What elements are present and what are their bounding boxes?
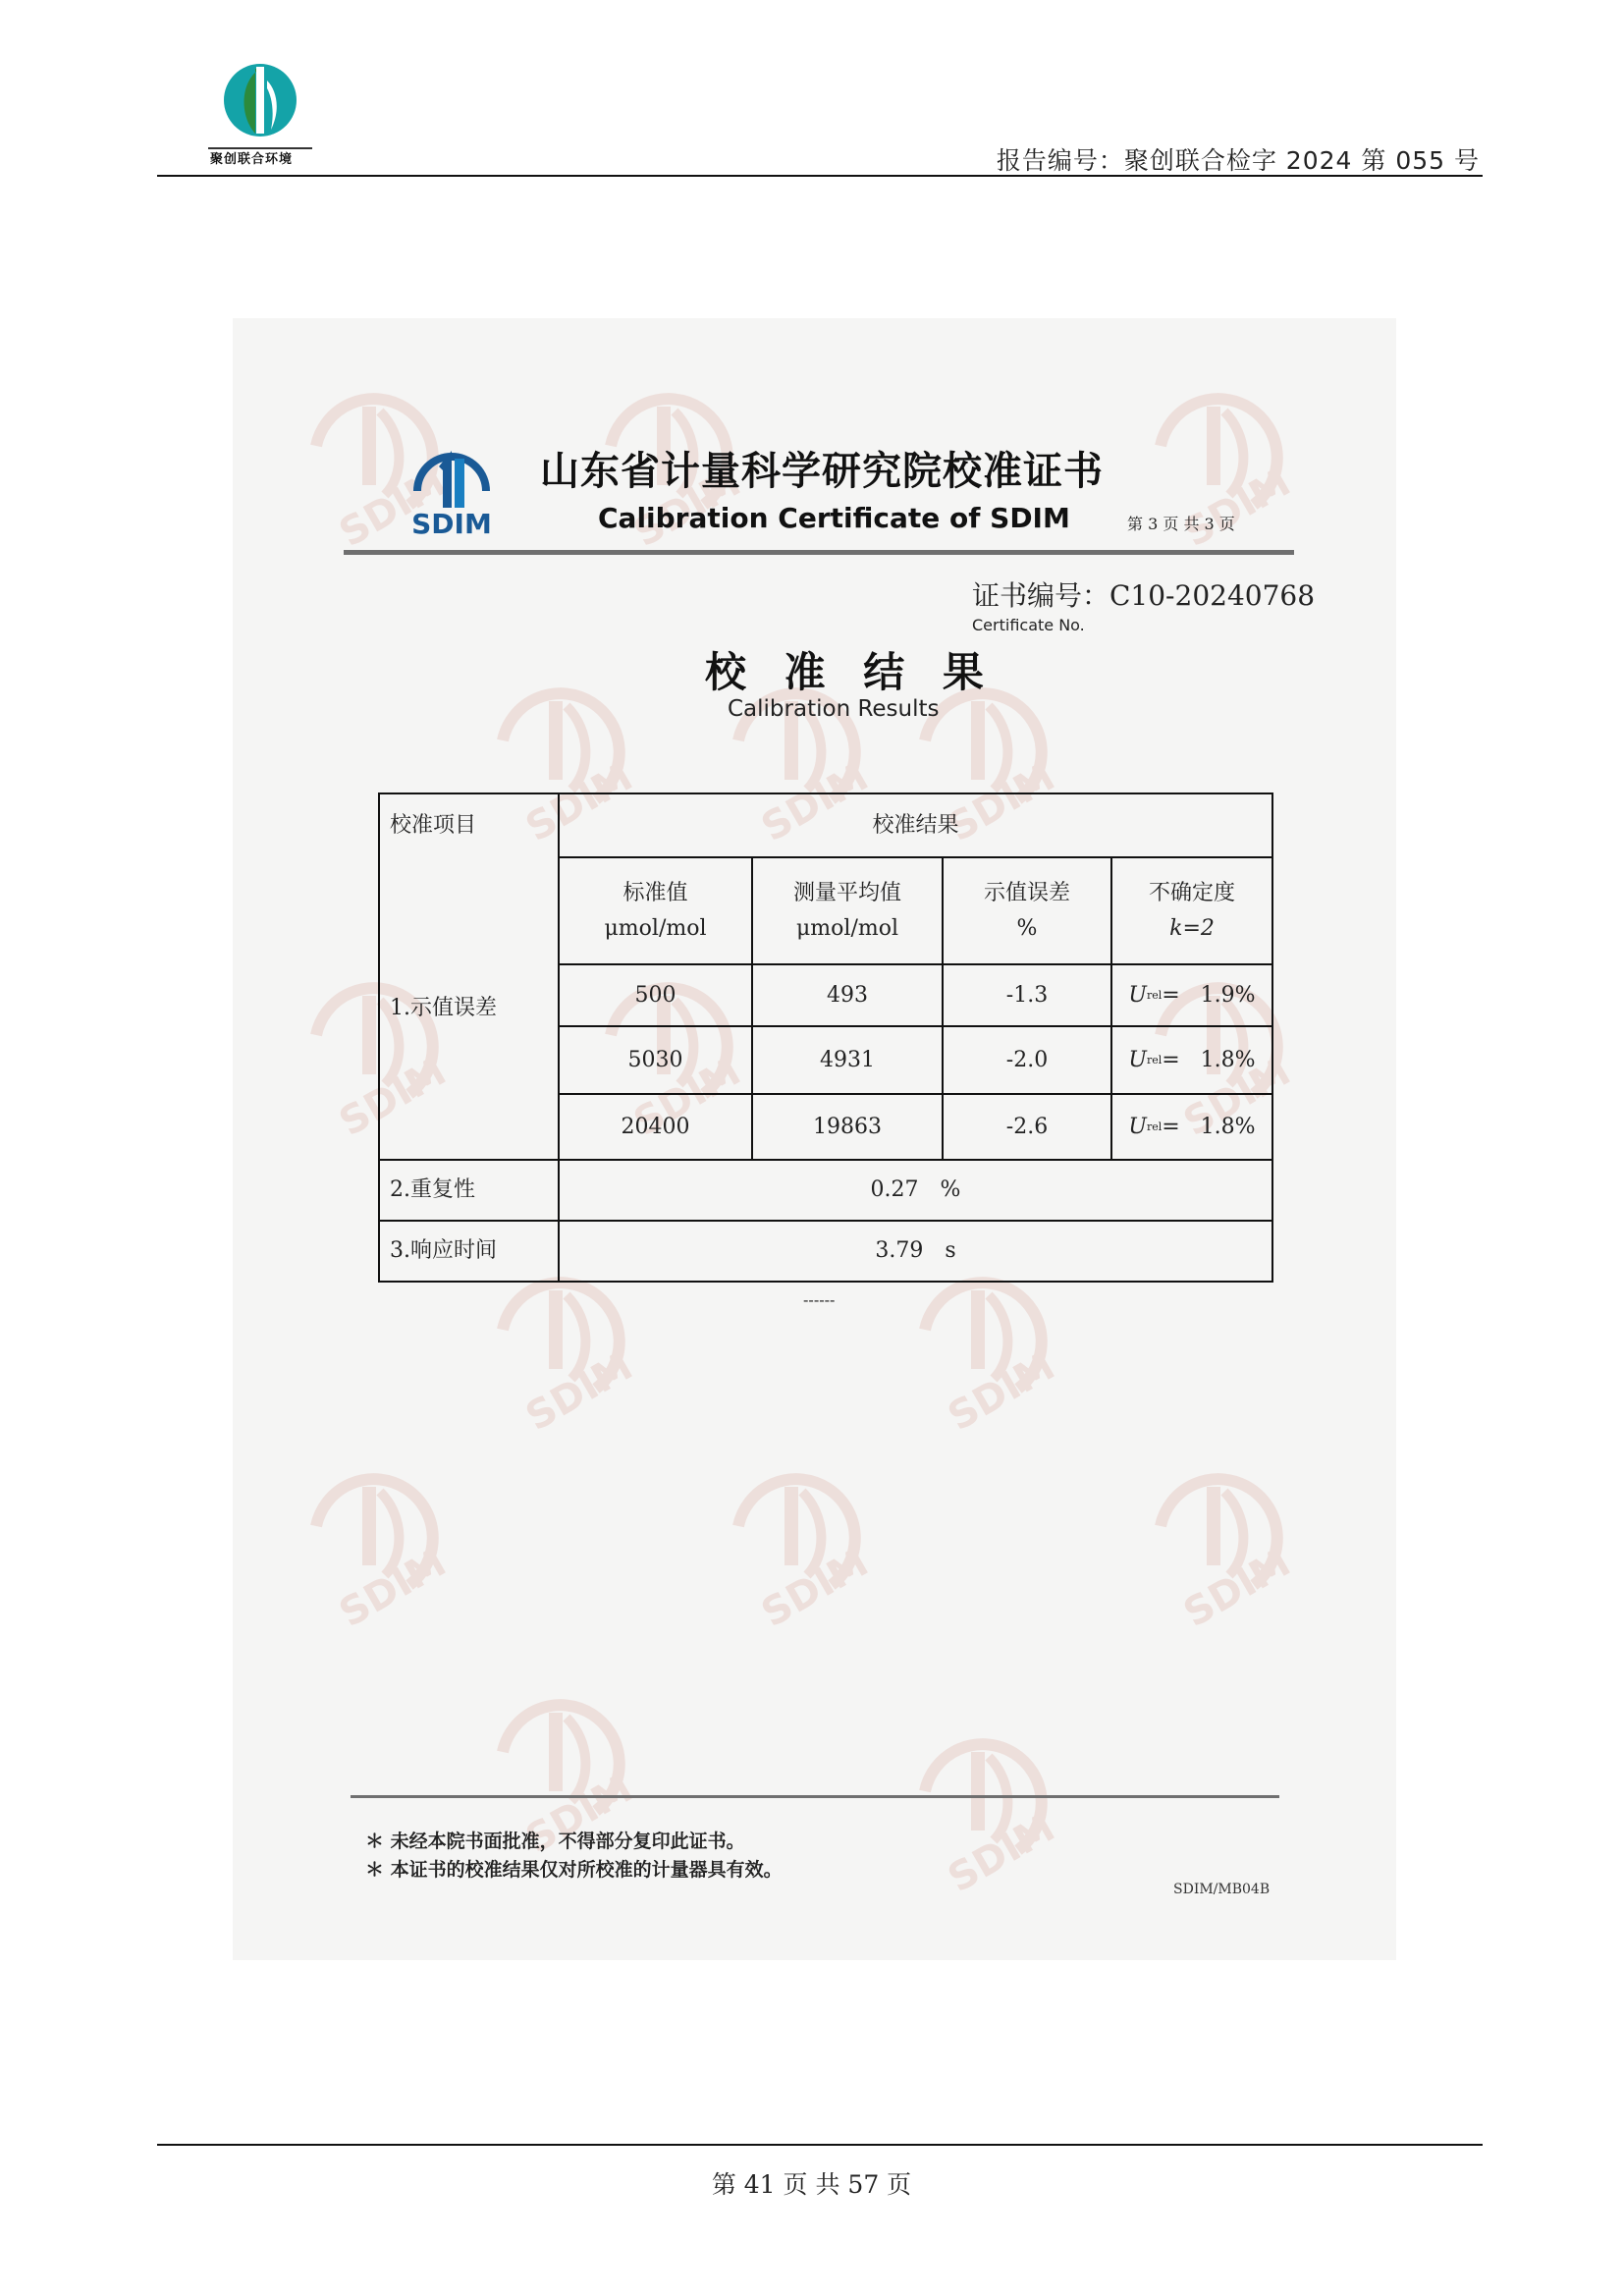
subheader-unit: %	[1016, 915, 1038, 941]
subheader-unit: μmol/mol	[796, 915, 898, 941]
sdim-logo-text: SDIM	[411, 508, 492, 540]
uncertainty-symbol: U	[1128, 1114, 1147, 1139]
note-item: ＊ 未经本院书面批准，不得部分复印此证书。	[365, 1831, 745, 1852]
subheader-label: 标准值	[622, 881, 688, 906]
certificate-number: 证书编号：C10-20240768	[972, 579, 1316, 612]
table-cell-error: -1.3	[1005, 982, 1049, 1008]
company-logo-text: 聚创联合环境	[210, 152, 294, 167]
certificate-title-rule	[344, 550, 1294, 555]
uncertainty-equals: =	[1162, 1114, 1180, 1139]
table-cell-mean: 4931	[820, 1047, 875, 1072]
subheader-standard-value	[560, 858, 751, 963]
certificate-title-cn: 山东省计量科学研究院校准证书	[540, 448, 1104, 494]
table-cell-standard: 20400	[621, 1114, 690, 1139]
header-calibration-result: 校准结果	[872, 812, 959, 838]
form-code: SDIM/MB04B	[1173, 1882, 1271, 1897]
certificate-page-of: 第 3 页 共 3 页	[1127, 515, 1235, 533]
subheader-indication-error	[944, 858, 1110, 963]
company-logo	[206, 61, 314, 174]
table-cell-uncertainty	[1112, 1027, 1271, 1093]
table-cell-standard: 5030	[627, 1047, 683, 1072]
repeatability-value: 0.27 %	[870, 1177, 961, 1203]
uncertainty-symbol: U	[1128, 982, 1147, 1008]
header-calibration-item: 校准项目	[390, 812, 477, 838]
subheader-measured-mean	[753, 858, 942, 963]
certificate-number-label-en: Certificate No.	[972, 616, 1085, 634]
sdim-logo	[407, 437, 496, 540]
table-cell-mean: 19863	[813, 1114, 882, 1139]
subheader-label: 不确定度	[1148, 881, 1235, 906]
notes-rule	[351, 1795, 1279, 1798]
table-cell-uncertainty	[1112, 965, 1271, 1025]
subheader-coverage: k=2	[1169, 915, 1215, 941]
subheader-unit: μmol/mol	[604, 915, 707, 941]
uncertainty-subscript: rel	[1146, 1120, 1163, 1133]
uncertainty-equals: =	[1162, 1047, 1180, 1072]
footer-rule	[157, 2144, 1483, 2146]
table-cell-uncertainty	[1112, 1095, 1271, 1159]
certificate-title-en: Calibration Certificate of SDIM	[598, 502, 1070, 534]
subheader-label: 示值误差	[983, 881, 1070, 906]
table-cell-error: -2.6	[1005, 1114, 1049, 1139]
subheader-uncertainty	[1112, 858, 1271, 963]
uncertainty-subscript: rel	[1146, 988, 1163, 1002]
subheader-label: 测量平均值	[792, 881, 901, 906]
uncertainty-value: 1.9%	[1200, 982, 1256, 1008]
uncertainty-value: 1.8%	[1200, 1047, 1256, 1072]
item-response-time: 3.响应时间	[390, 1238, 497, 1264]
end-mark: ------	[803, 1290, 836, 1309]
table-cell-standard: 500	[634, 982, 676, 1008]
table-cell-mean: 493	[827, 982, 868, 1008]
report-number: 报告编号：聚创联合检字 2024 第 055 号	[996, 146, 1480, 175]
item-repeatability: 2.重复性	[390, 1177, 475, 1203]
response-time-value: 3.79 s	[875, 1238, 956, 1264]
uncertainty-symbol: U	[1128, 1047, 1147, 1072]
results-title-cn: 校 准 结 果	[705, 648, 996, 696]
results-title-en: Calibration Results	[728, 696, 940, 722]
header-rule	[157, 175, 1483, 177]
table-cell-error: -2.0	[1005, 1047, 1049, 1072]
uncertainty-value: 1.8%	[1200, 1114, 1256, 1139]
uncertainty-subscript: rel	[1146, 1053, 1163, 1066]
uncertainty-equals: =	[1162, 982, 1180, 1008]
page-number: 第 41 页 共 57 页	[711, 2170, 912, 2199]
note-item: ＊ 本证书的校准结果仅对所校准的计量器具有效。	[365, 1859, 783, 1881]
calibration-results-table	[378, 793, 1273, 1283]
watermark-pattern: SDIM	[233, 318, 1396, 1960]
item-indication-error: 1.示值误差	[390, 996, 497, 1021]
